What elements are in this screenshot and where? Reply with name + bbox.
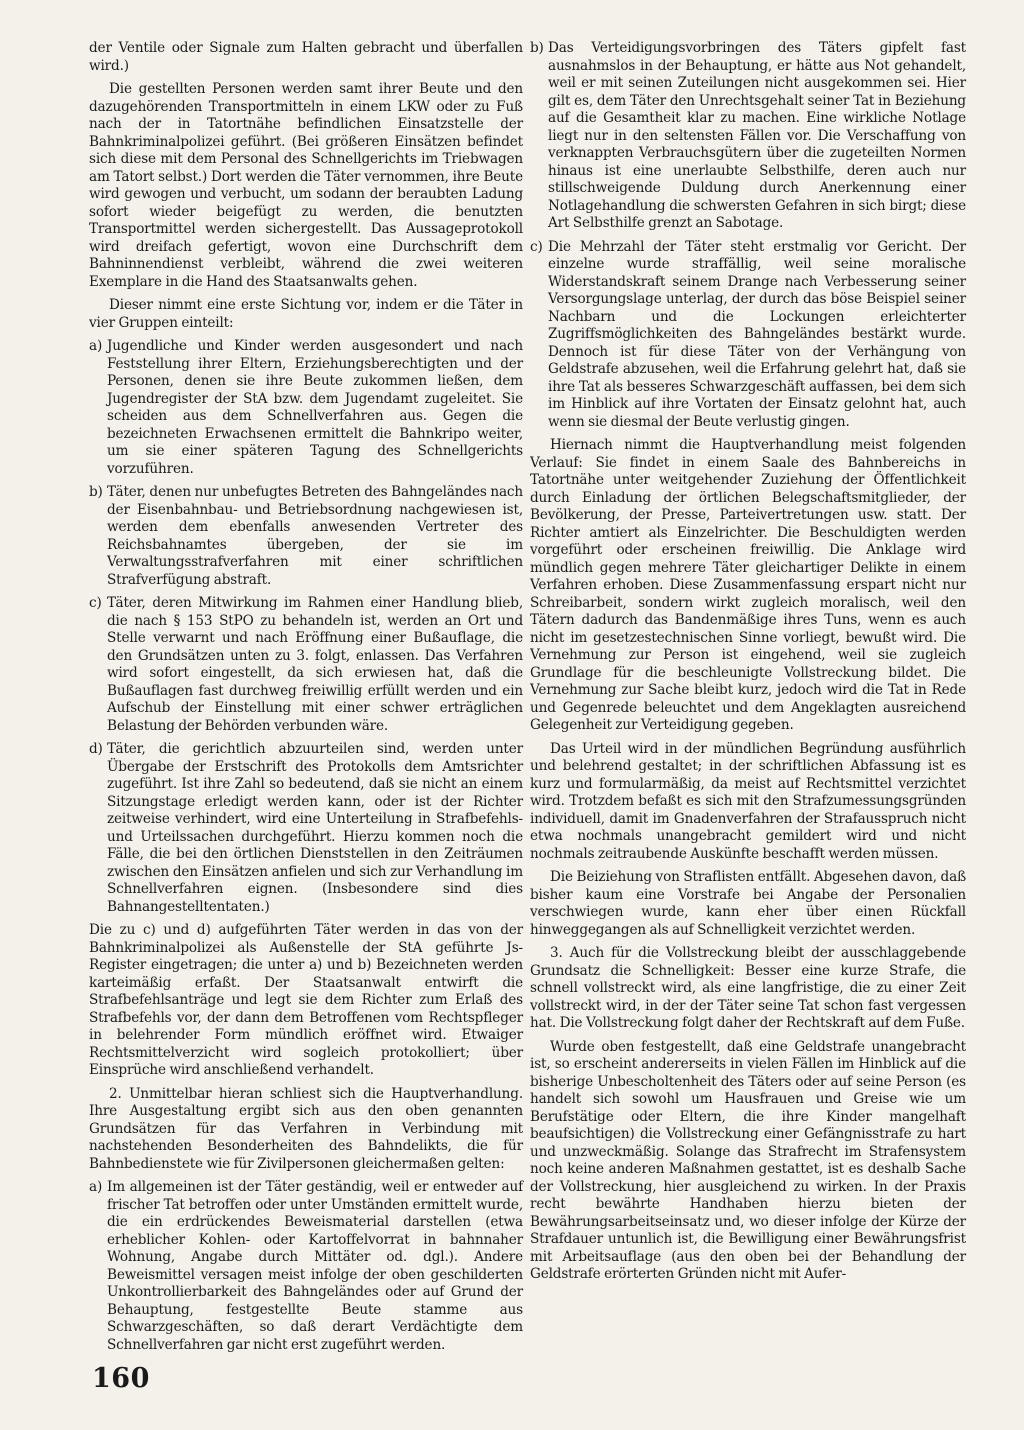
list-item-text: Täter, deren Mitwirkung im Rahmen einer Handlung blieb, die nach § 153 StPO zu behandeln ist, werden an Ort und Stelle verwarnt und nach Eröffnung einer Bußauflage, die den Grundsätzen unten zu 3. folgt, enlassen. Das Verfahren wird sofort eingestellt, da sich erwiesen hat, daß die Bußauflagen fast durchweg freiwillig erfüllt werden und ein Aufschub der Einstellung mit einer schwer erträglichen Belastung der Behörden verbunden wäre.	[107, 595, 523, 734]
list-item	[89, 484, 523, 589]
list-item-text: Täter, denen nur unbefugtes Betreten des Bahngeländes nach der Eisenbahnbau- und Betriebsordnung nachgewiesen ist, werden dem ebenfalls anwesenden Vertreter des Reichsbahnamtes übergeben, der sie im Verwaltungsstrafverfahren mit einer schriftlichen Strafverfügung abstraft.	[107, 484, 523, 588]
list-item-text: Täter, die gerichtlich abzuurteilen sind, werden unter Übergabe der Erstschrift des Protokolls dem Amtsrichter zugeführt. Ist ihre Zahl so bedeutend, daß sie nicht an einem Sitzungstage erledigt werden kann, oder ist der Richter zeitweise verhindert, wird eine Unterteilung in Strafbefehls- und Urteilssachen durchgeführt. Hierzu kommen noch die Fälle, die bei den örtlichen Dienststellen in den Zeiträumen zwischen den Einsätzen anfielen und sich zur Verhandlung im Schnellverfahren eignen. (Insbesondere sind dies Bahnangestelltentaten.)	[107, 741, 523, 915]
right-column	[530, 40, 966, 1290]
list-item-marker: a)	[89, 338, 103, 354]
list-item-marker: c)	[89, 595, 102, 611]
list-item-text: Jugendliche und Kinder werden ausgesondert und nach Feststellung ihrer Eltern, Erziehungsberechtigten und der Personen, denen sie ihre Beute zukommen ließen, dem Jugendregister der StA bzw. dem Jugendamt zugeleitet. Sie scheiden aus dem Schnellverfahren aus. Gegen die bezeichneten Erwachsenen ermittelt die Bahnkripo weiter, um sie einer späteren Tagung des Schnellgerichts vorzuführen.	[107, 338, 523, 477]
list-item-marker: b)	[530, 40, 544, 56]
paragraph: Dieser nimmt eine erste Sichtung vor, indem er die Täter in vier Gruppen einteilt:	[89, 297, 523, 331]
list-item-marker: d)	[89, 741, 103, 757]
paragraph: Die Beiziehung von Straflisten entfällt. Abgesehen davon, daß bisher kaum eine Vorstrafe bei Angabe der Personalien verschwiegen wurde, kann eher über einen Rückfall hinweggegangen als auf Schnelligkeit verzichtet werden.	[530, 869, 966, 938]
left-column	[89, 40, 523, 1360]
paragraph: der Ventile oder Signale zum Halten gebracht und überfallen wird.)	[89, 40, 523, 74]
list-item-marker: c)	[530, 238, 543, 255]
list-item-text: Das Verteidigungsvorbringen des Täters gipfelt fast ausnahmslos in der Behauptung, er hätte aus Not gehandelt, weil er mit seinen Zuteilungen nicht ausgekommen sei. Hier gilt es, dem Täter den Unrechtsgehalt seiner Tat in Beziehung auf die Gesamtheit klar zu machen. Eine wirkliche Notlage liegt nur in den seltensten Fällen vor. Die Verschaffung von verknappten Verbrauchsgütern über die zugeteilten Normen hinaus ist eine unerlaubte Selbsthilfe, deren auch nur stillschweigende Duldung durch Anerkennung einer Notlagehandlung die schwersten Gefahren in sich birgt; diese Art Selbsthilfe grenzt an Sabotage.	[548, 40, 966, 231]
paragraph: 3. Auch für die Vollstreckung bleibt der ausschlaggebende Grundsatz die Schnelligkeit: Besser eine kurze Strafe, die schnell vollstreckt wird, als eine langfristige, die zu einer Zeit vollstreckt wird, in der der Täter seine Tat schon fast vergessen hat. Die Vollstreckung folgt daher der Rechtskraft auf dem Fuße.	[530, 945, 966, 1031]
list-item	[530, 239, 966, 432]
list-item-text: Die Mehrzahl der Täter steht erstmalig vor Gericht. Der einzelne wurde straffällig, weil seine moralische Widerstandskraft seinem Drange nach Verbesserung seiner Versorgungslage unterlag, der durch das böse Beispiel seiner Nachbarn und die Lockungen erleichterter Zugriffsmöglichkeiten des Bahngeländes bestärkt wurde. Dennoch ist für diese Täter von der Verhängung von Geldstrafe abzusehen, weil die Erfahrung gelehrt hat, daß sie ihre Tat als besseres Schwarzgeschäft auffassen, bei dem sich im Hinblick auf ihre Vortaten der Einsatz gelohnt hat, auch wenn sie diesmal der Beute verlustig gingen.	[548, 238, 966, 430]
list-item	[530, 40, 966, 233]
list-item	[89, 1179, 523, 1354]
paragraph: Die zu c) und d) aufgeführten Täter werden in das von der Bahnkriminalpolizei als Außenstelle der StA geführte Js-Register eingetragen; die unter a) und b) Bezeichneten werden karteimäßig erfaßt. Der Staatsanwalt entwirft die Strafbefehlsanträge und legt sie dem Richter zum Erlaß des Strafbefehls vor, der dann dem Betroffenen vom Rechtspfleger in belehrender Form mündlich eröffnet wird. Etwaiger Rechtsmittelverzicht wird sogleich protokolliert; über Einsprüche wird anschließend verhandelt.	[89, 922, 523, 1078]
list-item-marker: a)	[89, 1179, 103, 1195]
list-item-text: Im allgemeinen ist der Täter geständig, weil er entweder auf frischer Tat betroffen oder unter Umständen ermittelt wurde, die ein erdrückendes Beweismaterial darstellen (etwa erheblicher Kohlen- oder Kartoffelvorrat in bahnnaher Wohnung, Angabe durch Mittäter od. dgl.). Andere Beweismittel versagen meist infolge der oben geschilderten Unkontrollierbarkeit des Bahngeländes oder auf Grund der Behauptung, festgestellte Beute stamme aus Schwarzgeschäften, so daß derart Verdächtigte dem Schnellverfahren gar nicht erst zugeführt werden.	[107, 1179, 523, 1353]
paragraph: 2. Unmittelbar hieran schliest sich die Hauptverhandlung. Ihre Ausgestaltung ergibt sich aus den oben genannten Grundsätzen für das Verfahren in Verbindung mit nachstehenden Besonderheiten des Bahndelikts, die für Bahnbedienstete wie für Zivilpersonen gleichermaßen gelten:	[89, 1085, 523, 1172]
list-item	[89, 338, 523, 478]
paragraph: Die gestellten Personen werden samt ihrer Beute und den dazugehörenden Transportmitteln in einem LKW oder zu Fuß nach der in Tatortnähe befindlichen Einsatzstelle der Bahnkriminalpolizei geführt. (Bei größeren Einsätzen befindet sich diese mit dem Personal des Schnellgerichts im Triebwagen am Tatort selbst.) Dort werden die Täter vernommen, ihre Beute wird gewogen und verbucht, um sodann der beraubten Ladung sofort wieder beigefügt zu werden, die benutzten Transportmittel werden sichergestellt. Das Aussageprotokoll wird dreifach gefertigt, wovon eine Durchschrift dem Bahninnendienst verbleibt, während die zwei weiteren Exemplare in die Hand des Staatsanwalts gehen.	[89, 81, 523, 290]
page-number: 160	[92, 1363, 150, 1394]
list-item	[89, 741, 523, 916]
paragraph: Wurde oben festgestellt, daß eine Geldstrafe unangebracht ist, so erscheint andererseits in vielen Fällen im Hinblick auf die bisherige Unbescholtenheit des Täters oder auf seine Person (es handelt sich sowohl um Hausfrauen und Greise wie um Berufstätige oder Eltern, die ihre Kinder mangelhaft beaufsichtigen) die Vollstreckung einer Gefängnisstrafe zu hart und unzweckmäßig. Solange das Strafrecht im Strafensystem noch keine anderen Maßnahmen gestattet, ist es deshalb Sache der Vollstreckung, hier ausgleichend zu wirken. In der Praxis recht bewährte Handhaben hierzu bieten der Bewährungsarbeitseinsatz und, wo dieser infolge der Kürze der Strafdauer untunlich ist, die Bewilligung einer Bewährungsfrist mit Arbeitsauflage (aus den oben bei der Behandlung der Geldstrafe erörterten Gründen nicht mit Aufer-	[530, 1038, 966, 1282]
list-item	[89, 595, 523, 735]
list-item-marker: b)	[89, 484, 103, 500]
paragraph: Hiernach nimmt die Hauptverhandlung meist folgenden Verlauf: Sie findet in einem Saale des Bahnbereichs in Tatortnähe unter weitgehender Zuziehung der Öffentlichkeit durch Einladung der örtlichen Belegschaftsmitglieder, der Bevölkerung, der Presse, Parteivertretungen usw. statt. Der Richter amtiert als Einzelrichter. Die Beschuldigten werden vorgeführt oder erscheinen freiwillig. Die Anklage wird mündlich gegen mehrere Täter gleichartiger Delikte in einem Verfahren erhoben. Diese Zusammenfassung erspart nicht nur Schreibarbeit, sondern wirkt zugleich moralisch, weil den Tätern dadurch das Bandenmäßige ihres Tuns, wenn es auch nicht im gesetzestechnischen Sinne vorliegt, bewußt wird. Die Vernehmung zur Person ist eingehend, weil sie zugleich Grundlage für die beschleunigte Vollstreckung bildet. Die Vernehmung zur Sache bleibt kurz, jedoch wird die Tat in Rede und Gegenrede beleuchtet und dem Angeklagten ausreichend Gelegenheit zur Verteidigung gegeben.	[530, 437, 966, 733]
paragraph: Das Urteil wird in der mündlichen Begründung ausführlich und belehrend gestaltet; in der schriftlichen Abfassung ist es kurz und formularmäßig, da meist auf Rechtsmittel verzichtet wird. Trotzdem befaßt es sich mit den Strafzumessungsgründen individuell, damit im Gnadenverfahren der Strafausspruch nicht etwa nochmals unangebracht gemildert wird und nicht nochmals zeitraubende Auskünfte beschafft werden müssen.	[530, 740, 966, 862]
